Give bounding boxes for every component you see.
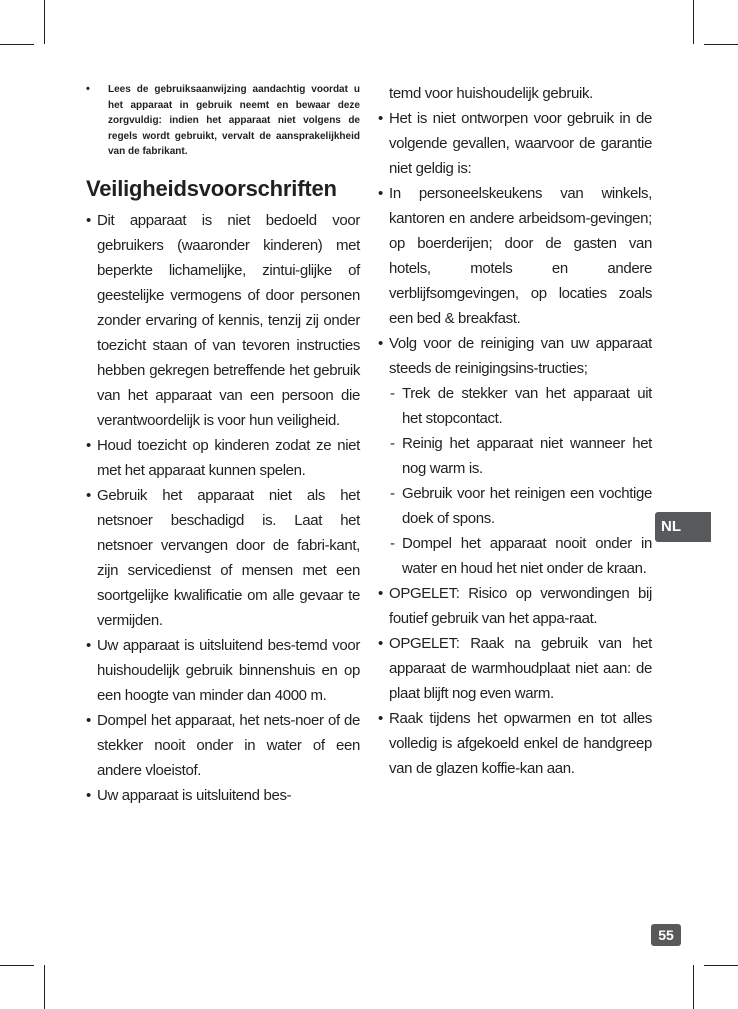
safety-item [86,483,360,633]
safety-item [378,181,652,331]
cleaning-step [378,531,652,581]
language-tab: NL [655,512,711,542]
safety-item [86,633,360,708]
bullet-icon: • [86,436,91,454]
bullet-icon: • [86,486,91,504]
crop-mark [0,965,34,966]
crop-mark [704,44,738,45]
bullet-icon: • [86,711,91,729]
safety-item [378,106,652,181]
safety-item-text: Uw apparaat is uitsluitend bes-temd voor huishoudelijk gebruik binnenshuis en op een hoogte van minder dan 4000 m. [97,636,360,704]
section-heading: Veiligheidsvoorschriften [86,175,337,201]
page-number: 55 [651,924,681,946]
safety-item-text: In personeelskeukens van winkels, kantoren en andere arbeidsom-gevingen; op boerderijen; door de gasten van hotels, motels en andere verblijfsomgevingen, op locaties zoals een bed & breakfast. [389,185,652,327]
safety-item [378,331,652,381]
safety-item [378,581,652,631]
bullet-icon: • [86,211,91,229]
bullet-icon: • [86,786,91,804]
safety-item-text: Dit apparaat is niet bedoeld voor gebruikers (waaronder kinderen) met beperkte lichamelijke, zintui-glijke of geestelijke vermogens of door personen zonder ervaring of kennis, tenzij zij onder toezicht staan of van tevoren instructies hebben gekregen betreffende het gebruik van het apparaat van een persoon die verantwoordelijk is voor hun veiligheid. [97,211,360,429]
left-column [86,82,360,808]
safety-item [86,783,360,808]
safety-item-text: Het is niet ontworpen voor gebruik in de volgende gevallen, waarvoor de garantie niet geldig is: [389,110,652,177]
safety-item-text: Gebruik het apparaat niet als het netsnoer beschadigd is. Laat het netsnoer vervangen door de fabri-kant, zijn servicedienst of mensen met een soortgelijke kwalificatie om alle gevaar te vermijden. [97,486,360,629]
safety-item-text: Raak tijdens het opwarmen en tot alles volledig is afgekoeld enkel de handgreep van de glazen koffie-kan aan. [389,710,652,777]
cleaning-step [378,381,652,431]
safety-item [378,706,652,781]
bullet-icon: • [86,83,90,95]
safety-item-text: OPGELET: Raak na gebruik van het apparaat de warmhoudplaat niet aan: de plaat blijft nog even warm. [389,635,652,702]
crop-mark [704,965,738,966]
cleaning-step-text: Dompel het apparaat nooit onder in water en houd het niet onder de kraan. [402,535,652,577]
bullet-icon: • [378,585,383,602]
cleaning-step [378,431,652,481]
safety-item-text: OPGELET: Risico op verwondingen bij foutief gebruik van het appa-raat. [389,585,652,627]
dash-icon: - [390,485,395,502]
crop-mark [693,965,694,1009]
safety-item-text: Volg voor de reiniging van uw apparaat steeds de reinigingsins-tructies; [389,335,652,377]
bullet-icon: • [378,185,383,202]
bullet-icon: • [378,710,383,727]
bullet-icon: • [378,335,383,352]
safety-item [378,631,652,706]
cleaning-step-text: Trek de stekker van het apparaat uit het stopcontact. [402,385,652,427]
bullet-icon: • [378,110,383,127]
crop-mark [44,965,45,1009]
cleaning-step [378,481,652,531]
bullet-icon: • [378,635,383,652]
safety-item [86,708,360,783]
crop-mark [693,0,694,44]
safety-item-text: Dompel het apparaat, het nets-noer of de stekker nooit onder in water of een andere vloeistof. [97,711,360,779]
cleaning-step-text: Reinig het apparaat niet wanneer het nog warm is. [402,435,652,477]
dash-icon: - [390,435,395,452]
safety-item-text: Uw apparaat is uitsluitend bes- [97,786,292,804]
right-column [378,82,652,781]
dash-icon: - [390,385,395,402]
bullet-icon: • [86,636,91,654]
intro-text: Lees de gebruiksaanwijzing aandachtig voordat u het apparaat in gebruik neemt en bewaar deze zorgvuldig: indien het apparaat niet volgens de regels wordt gebruikt, vervalt de aansprakelijkheid van de fabrikant. [108,84,360,158]
crop-mark [0,44,34,45]
safety-item [86,208,360,433]
crop-mark [44,0,45,44]
safety-item [86,433,360,483]
intro-note [86,82,360,160]
cleaning-step-text: Gebruik voor het reinigen een vochtige doek of spons. [402,485,652,527]
safety-item-text: Houd toezicht op kinderen zodat ze niet met het apparaat kunnen spelen. [97,436,360,479]
dash-icon: - [390,535,395,552]
continued-text: temd voor huishoudelijk gebruik. [389,85,593,102]
